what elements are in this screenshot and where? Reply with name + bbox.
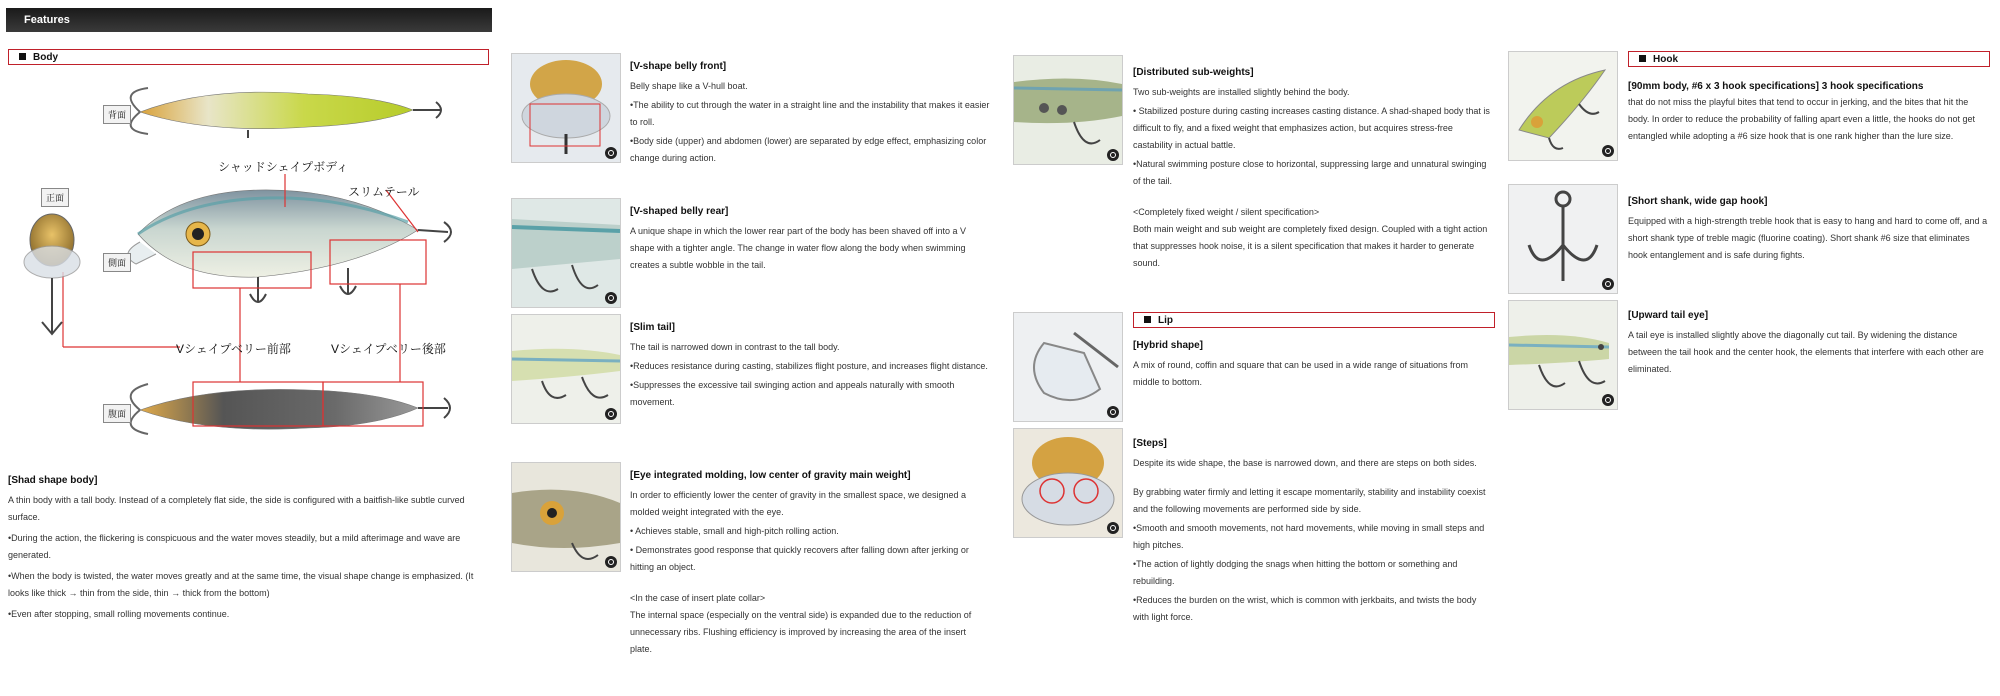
short-shank-para-1: Equipped with a high-strength treble hook that is easy to hang and hard to come off, and a short shank type of treble magic (fluorine coating). Short shank #6 size that eliminates hook entanglement and is safe during fights. — [1628, 216, 1988, 260]
lure-diagram-graphic — [8, 72, 488, 442]
tail-eye-title: [Upward tail eye] — [1628, 310, 1709, 321]
view-label-top: 背面 — [103, 105, 131, 124]
shad-shape-block — [8, 475, 482, 630]
zoom-icon — [605, 147, 617, 159]
sub-weights-spacer — [1133, 192, 1493, 204]
tail-eye-block — [1628, 310, 1990, 385]
slim-tail-block — [630, 322, 990, 418]
body-section-header — [8, 49, 489, 65]
shad-shape-para-2: •During the action, the flickering is conspicuous and the water moves steadily, but a mild afterimage and wave are generated. — [8, 533, 461, 560]
slim-tail-para-2: •Reduces resistance during casting, stabilizes flight posture, and increases flight distance. — [630, 361, 988, 371]
slim-tail-para-1: The tail is narrowed down in contrast to the tall body. — [630, 342, 840, 352]
zoom-icon — [605, 408, 617, 420]
lip-section-title: Lip — [1158, 315, 1173, 326]
thumb-hook-spec[interactable] — [1508, 51, 1618, 161]
square-bullet-icon — [1144, 316, 1151, 323]
eye-molding-para-2: • Achieves stable, small and high-pitch rolling action. — [630, 526, 839, 536]
silent-spec-para: Both main weight and sub weight are completely fixed design. Coupled with a tight action that suppresses hook noise, it is a silent specification that makes it harder to generate sound. — [1133, 224, 1488, 268]
steps-spacer — [1133, 472, 1493, 484]
silent-spec-heading: <Completely fixed weight / silent specification> — [1133, 207, 1320, 217]
eye-molding-block — [630, 470, 990, 665]
thumb-v-belly-rear[interactable] — [511, 198, 621, 308]
v-belly-front-para-1: Belly shape like a V-hull boat. — [630, 81, 748, 91]
zoom-icon — [1107, 406, 1119, 418]
zoom-icon — [1602, 278, 1614, 290]
shad-shape-title: [Shad shape body] — [8, 475, 98, 486]
hook-spec-para-1: that do not miss the playful bites that tend to occur in jerking, and the bites that hit the body. In order to reduce the probability of falling apart even a little, the hooks do not get entangled while adopting a #6 size hook that is one rank higher than the lure size. — [1628, 97, 1976, 141]
v-belly-front-para-3: •Body side (upper) and abdomen (lower) are separated by edge effect, emphasizing color change during action. — [630, 136, 987, 163]
callout-v-rear: Vシェイプベリー後部 — [331, 342, 446, 356]
steps-block — [1133, 438, 1493, 633]
view-label-side: 側面 — [103, 253, 131, 272]
v-belly-rear-para-1: A unique shape in which the lower rear part of the body has been shaved off into a V shape with a tighter angle. The change in water flow along the body when swimming creates a subtle wobble in the tail. — [630, 226, 967, 270]
thumb-steps[interactable] — [1013, 428, 1123, 538]
lip-section-header — [1133, 312, 1495, 328]
v-belly-rear-block — [630, 206, 990, 281]
eye-molding-spacer — [630, 578, 990, 590]
v-belly-rear-title: [V-shaped belly rear] — [630, 206, 729, 217]
thumb-hybrid-lip[interactable] — [1013, 312, 1123, 422]
sub-weights-title: [Distributed sub-weights] — [1133, 67, 1254, 78]
zoom-icon — [605, 556, 617, 568]
eye-molding-para-3: • Demonstrates good response that quickly recovers after falling down after jerking or hitting an object. — [630, 545, 969, 572]
hook-spec-title: [90mm body, #6 x 3 hook specifications] 3 hook specifications — [1628, 81, 1924, 92]
steps-para-1: Despite its wide shape, the base is narrowed down, and there are steps on both sides. — [1133, 458, 1477, 468]
shad-shape-para-4: •Even after stopping, small rolling movements continue. — [8, 609, 230, 619]
sub-weights-para-1: Two sub-weights are installed slightly behind the body. — [1133, 87, 1350, 97]
thumb-v-belly-front[interactable] — [511, 53, 621, 163]
hook-section-title: Hook — [1653, 54, 1678, 65]
hook-spec-block — [1628, 81, 1990, 152]
short-shank-title: [Short shank, wide gap hook] — [1628, 196, 1768, 207]
shad-shape-para-3: •When the body is twisted, the water moves greatly and at the same time, the visual shape change is emphasized. (It looks like thick → thin from the side, thin → thick from the bottom) — [8, 571, 474, 598]
zoom-icon — [1107, 522, 1119, 534]
zoom-icon — [1602, 394, 1614, 406]
body-diagram — [8, 72, 488, 442]
thumb-eye-molding[interactable] — [511, 462, 621, 572]
sub-weights-para-2: • Stabilized posture during casting increases casting distance. A shad-shaped body that is difficult to fly, and a fixed weight that emphasizes action, but acquires stress-free castability in actual battle. — [1133, 106, 1490, 150]
hybrid-para-1: A mix of round, coffin and square that can be used in a wide range of situations from middle to bottom. — [1133, 360, 1469, 387]
eye-molding-para-1: In order to efficiently lower the center of gravity in the smallest space, we designed a molded weight integrated with the eye. — [630, 490, 967, 517]
v-belly-front-title: [V-shape belly front] — [630, 61, 727, 72]
view-label-bottom: 腹面 — [103, 404, 131, 423]
steps-title: [Steps] — [1133, 438, 1167, 449]
zoom-icon — [605, 292, 617, 304]
callout-v-front: Vシェイプベリー前部 — [176, 342, 291, 356]
features-header: Features — [6, 8, 492, 32]
thumb-short-shank[interactable] — [1508, 184, 1618, 294]
callout-slim-tail: スリムテール — [348, 185, 420, 199]
zoom-icon — [1107, 149, 1119, 161]
sub-weights-para-3: •Natural swimming posture close to horizontal, suppressing large and unnatural swinging of the tail. — [1133, 159, 1487, 186]
hook-section-header — [1628, 51, 1990, 67]
slim-tail-title: [Slim tail] — [630, 322, 676, 333]
shad-shape-para-1: A thin body with a tall body. Instead of a completely flat side, the side is configured with a baitfish-like subtle curved surface. — [8, 495, 465, 522]
hybrid-block — [1133, 340, 1493, 398]
tail-eye-para-1: A tail eye is installed slightly above the diagonally cut tail. By widening the distance between the tail hook and the center hook, the elements that interfere with each other are eliminated. — [1628, 330, 1984, 374]
insert-plate-heading: <In the case of insert plate collar> — [630, 593, 766, 603]
sub-weights-block — [1133, 67, 1493, 279]
steps-para-5: •Reduces the burden on the wrist, which is common with jerkbaits, and twists the body with light force. — [1133, 595, 1477, 622]
v-belly-front-block — [630, 61, 990, 174]
thumb-tail-eye[interactable] — [1508, 300, 1618, 410]
callout-shad-shape: シャッドシェイプボディ — [218, 160, 349, 174]
insert-plate-para: The internal space (especially on the ventral side) is expanded due to the reduction of unnecessary ribs. Flushing efficiency is improved by increasing the area of the insert plate. — [630, 610, 972, 654]
body-section-title: Body — [33, 52, 58, 63]
view-label-front: 正面 — [41, 188, 69, 207]
steps-para-4: •The action of lightly dodging the snags when hitting the bottom or something and rebuilding. — [1133, 559, 1458, 586]
square-bullet-icon — [19, 53, 26, 60]
eye-molding-title: [Eye integrated molding, low center of gravity main weight] — [630, 470, 911, 481]
hybrid-title: [Hybrid shape] — [1133, 340, 1204, 351]
steps-para-2: By grabbing water firmly and letting it escape momentarily, stability and instability coexist and the following movements are performed side by side. — [1133, 487, 1486, 514]
thumb-slim-tail[interactable] — [511, 314, 621, 424]
zoom-icon — [1602, 145, 1614, 157]
v-belly-front-para-2: •The ability to cut through the water in a straight line and the instability that makes it easier to roll. — [630, 100, 990, 127]
slim-tail-para-3: •Suppresses the excessive tail swinging action and appeals naturally with smooth movement. — [630, 380, 955, 407]
steps-para-3: •Smooth and smooth movements, not hard movements, while moving in small steps and high pitches. — [1133, 523, 1485, 550]
square-bullet-icon — [1639, 55, 1646, 62]
short-shank-block — [1628, 196, 1990, 271]
thumb-sub-weights[interactable] — [1013, 55, 1123, 165]
